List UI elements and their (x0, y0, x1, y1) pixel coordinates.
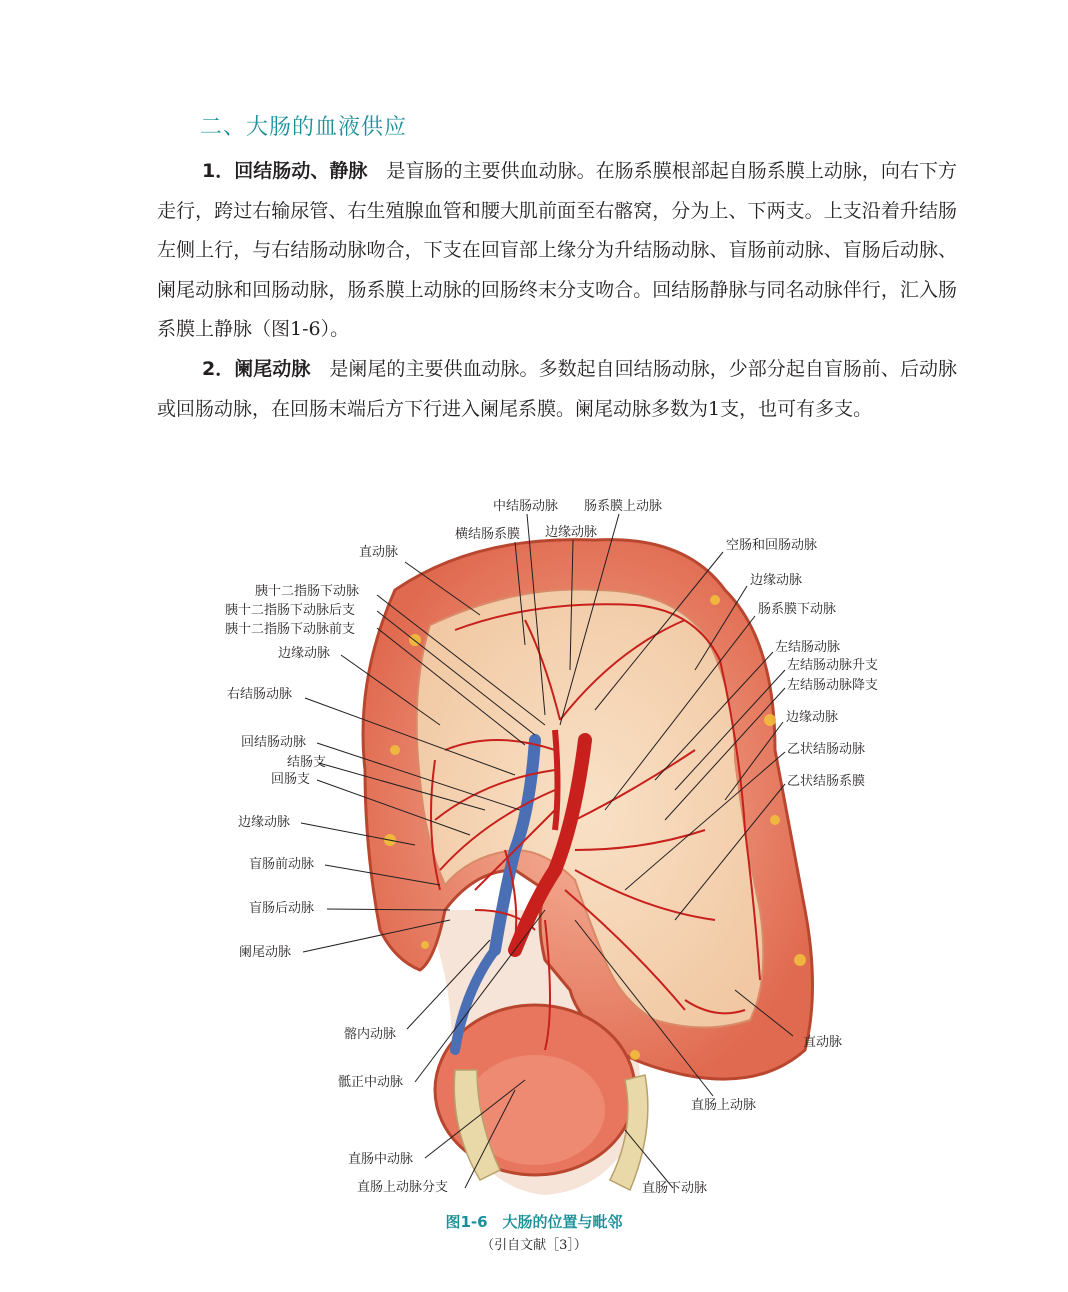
label-inferior-pancreaticoduodenal: 胰十二指肠下动脉 (255, 584, 360, 599)
label-vasa-recta-right: 直动脉 (803, 1035, 843, 1050)
label-middle-colic-artery: 中结肠动脉 (493, 499, 559, 514)
label-sigmoid-mesocolon: 乙状结肠系膜 (787, 774, 866, 789)
label-marginal-artery-l2: 边缘动脉 (238, 815, 291, 830)
label-colic-branch: 结肠支 (287, 755, 327, 770)
paragraph-appendicular (157, 350, 957, 429)
label-left-colic-artery: 左结肠动脉 (775, 640, 841, 655)
label-right-colic-artery: 右结肠动脉 (227, 687, 293, 702)
anatomy-figure (215, 490, 879, 1205)
label-inferior-mesenteric-artery: 肠系膜下动脉 (758, 602, 837, 617)
paragraph-body: 是阑尾的主要供血动脉。多数起自回结肠动脉，少部分起自盲肠前、后动脉或回肠动脉，在回肠末端后方下行进入阑尾系膜。阑尾动脉多数为1支，也可有多支。 (157, 358, 957, 420)
label-marginal-artery-r2: 边缘动脉 (786, 710, 839, 725)
label-left-colic-ascending: 左结肠动脉升支 (787, 658, 879, 673)
label-inferior-rectal-artery: 直肠下动脉 (642, 1181, 708, 1196)
label-inferior-pancreaticoduodenal-anterior: 胰十二指肠下动脉前支 (225, 622, 356, 637)
label-marginal-artery-r1: 边缘动脉 (750, 573, 803, 588)
label-left-colic-descending: 左结肠动脉降支 (787, 678, 879, 693)
label-marginal-artery-top: 边缘动脉 (545, 525, 598, 540)
paragraph-ileocolic (157, 152, 957, 350)
paragraph-body: 是盲肠的主要供血动脉。在肠系膜根部起自肠系膜上动脉，向右下方走行，跨过右输尿管、右生殖腺血管和腰大肌前面至右髂窝，分为上、下两支。上支沿着升结肠左侧上行，与右结肠动脉吻合，下支在回盲部上缘分为升结肠动脉、盲肠前动脉、盲肠后动脉、阑尾动脉和回肠动脉，肠系膜上动脉的回肠终末分支吻合。回结肠静脉与同名动脉伴行，汇入肠系膜上静脉（图1-6）。 (157, 160, 957, 340)
label-ileal-branch: 回肠支 (271, 772, 311, 787)
label-appendicular-artery: 阑尾动脉 (239, 945, 292, 960)
label-marginal-artery-l1: 边缘动脉 (278, 646, 331, 661)
label-superior-mesenteric-artery: 肠系膜上动脉 (584, 499, 663, 514)
figure-source: （引自文献［3］） (481, 1238, 587, 1253)
superior-mesenteric-artery (555, 730, 558, 830)
paragraph-lead: 1．回结肠动、静脉 (202, 160, 368, 182)
figure-caption: 图1-6 大肠的位置与毗邻 (445, 1213, 623, 1231)
label-superior-rectal-artery: 直肠上动脉 (691, 1098, 757, 1113)
label-superior-rectal-branch: 直肠上动脉分支 (357, 1180, 449, 1195)
label-ileocolic-artery: 回结肠动脉 (241, 735, 307, 750)
label-inferior-pancreaticoduodenal-posterior: 胰十二指肠下动脉后支 (225, 603, 356, 618)
section-title: 二、大肠的血液供应 (200, 115, 408, 140)
label-posterior-cecal-artery: 盲肠后动脉 (249, 901, 315, 916)
label-anterior-cecal-artery: 盲肠前动脉 (249, 857, 315, 872)
label-jejunal-ileal-arteries: 空肠和回肠动脉 (726, 538, 818, 553)
paragraph-lead: 2．阑尾动脉 (202, 358, 311, 380)
label-middle-rectal-artery: 直肠中动脉 (348, 1152, 414, 1167)
label-median-sacral-artery: 骶正中动脉 (338, 1075, 404, 1090)
label-internal-iliac-artery: 髂内动脉 (344, 1027, 397, 1042)
label-sigmoid-arteries: 乙状结肠动脉 (787, 742, 866, 757)
label-vasa-recta-top: 直动脉 (359, 545, 399, 560)
label-transverse-mesocolon: 横结肠系膜 (455, 527, 521, 542)
